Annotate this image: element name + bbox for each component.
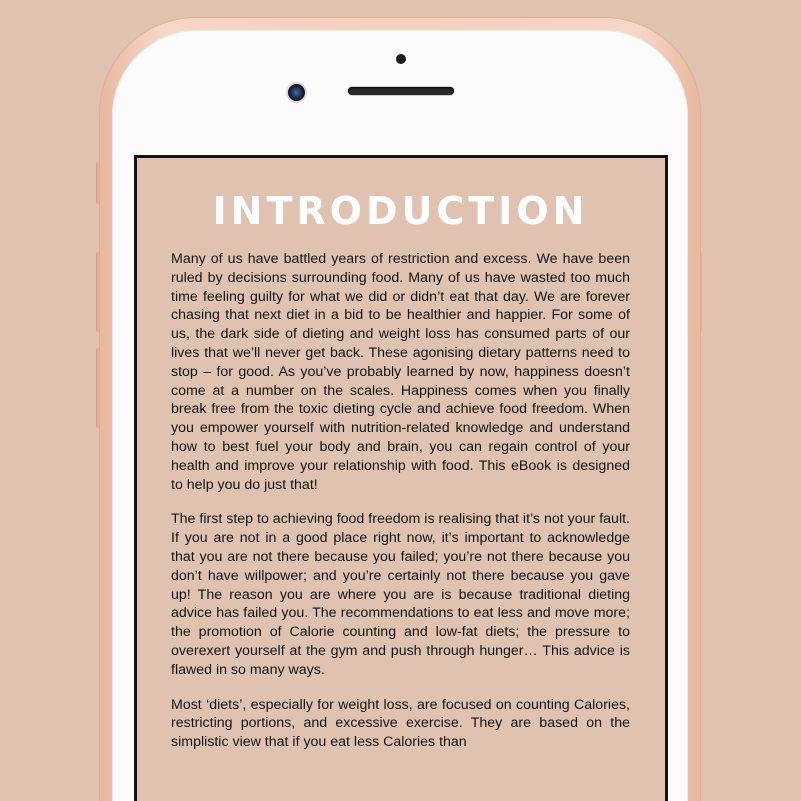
paragraph-1: Many of us have battled years of restriction and excess. We have been ruled by decisions surrounding food. Many of us have wasted too much time feeling guilty for what we did or didn’t eat that day. We are forever chasing that next diet in a bid to be healthier and happier. For some of us, the dark side of dieting and weight loss has consumed parts of our lives that we’ll never get back. These agonising dietary patterns need to stop – for good. As you’ve probably learned by now, happiness doesn’t come at a number on the scales. Happiness comes when you finally break free from the toxic dieting cycle and achieve food freedom. When you empower yourself with nutrition-related knowledge and understand how to best fuel your body and brain, you can regain control of your health and improve your relationship with food. This eBook is designed to help you do just that! xyxy=(171,251,630,493)
proximity-sensor-icon xyxy=(396,54,406,64)
page-title: INTRODUCTION xyxy=(212,189,589,233)
earpiece-speaker-icon xyxy=(348,87,454,95)
article-body xyxy=(171,250,630,768)
front-camera-icon xyxy=(288,84,305,101)
paragraph-2: The first step to achieving food freedom is realising that it’s not your fault. If you are not in a good place right now, it’s important to acknowledge that you are not there because you failed; you’re not there because you don’t have willpower; and you’re certainly not there because you gave up! The reason you are where you are is because traditional dieting advice has failed you. The recommendations to eat less and move more; the promotion of Calorie counting and low-fat diets; the pressure to overexert yourself at the gym and push through hunger… This advice is flawed in so many ways. xyxy=(171,511,630,678)
paragraph-3: Most ‘diets’, especially for weight loss, are focused on counting Calories, restricting portions, and excessive exercise. They are based on the simplistic view that if you eat less Calories than xyxy=(171,696,630,751)
